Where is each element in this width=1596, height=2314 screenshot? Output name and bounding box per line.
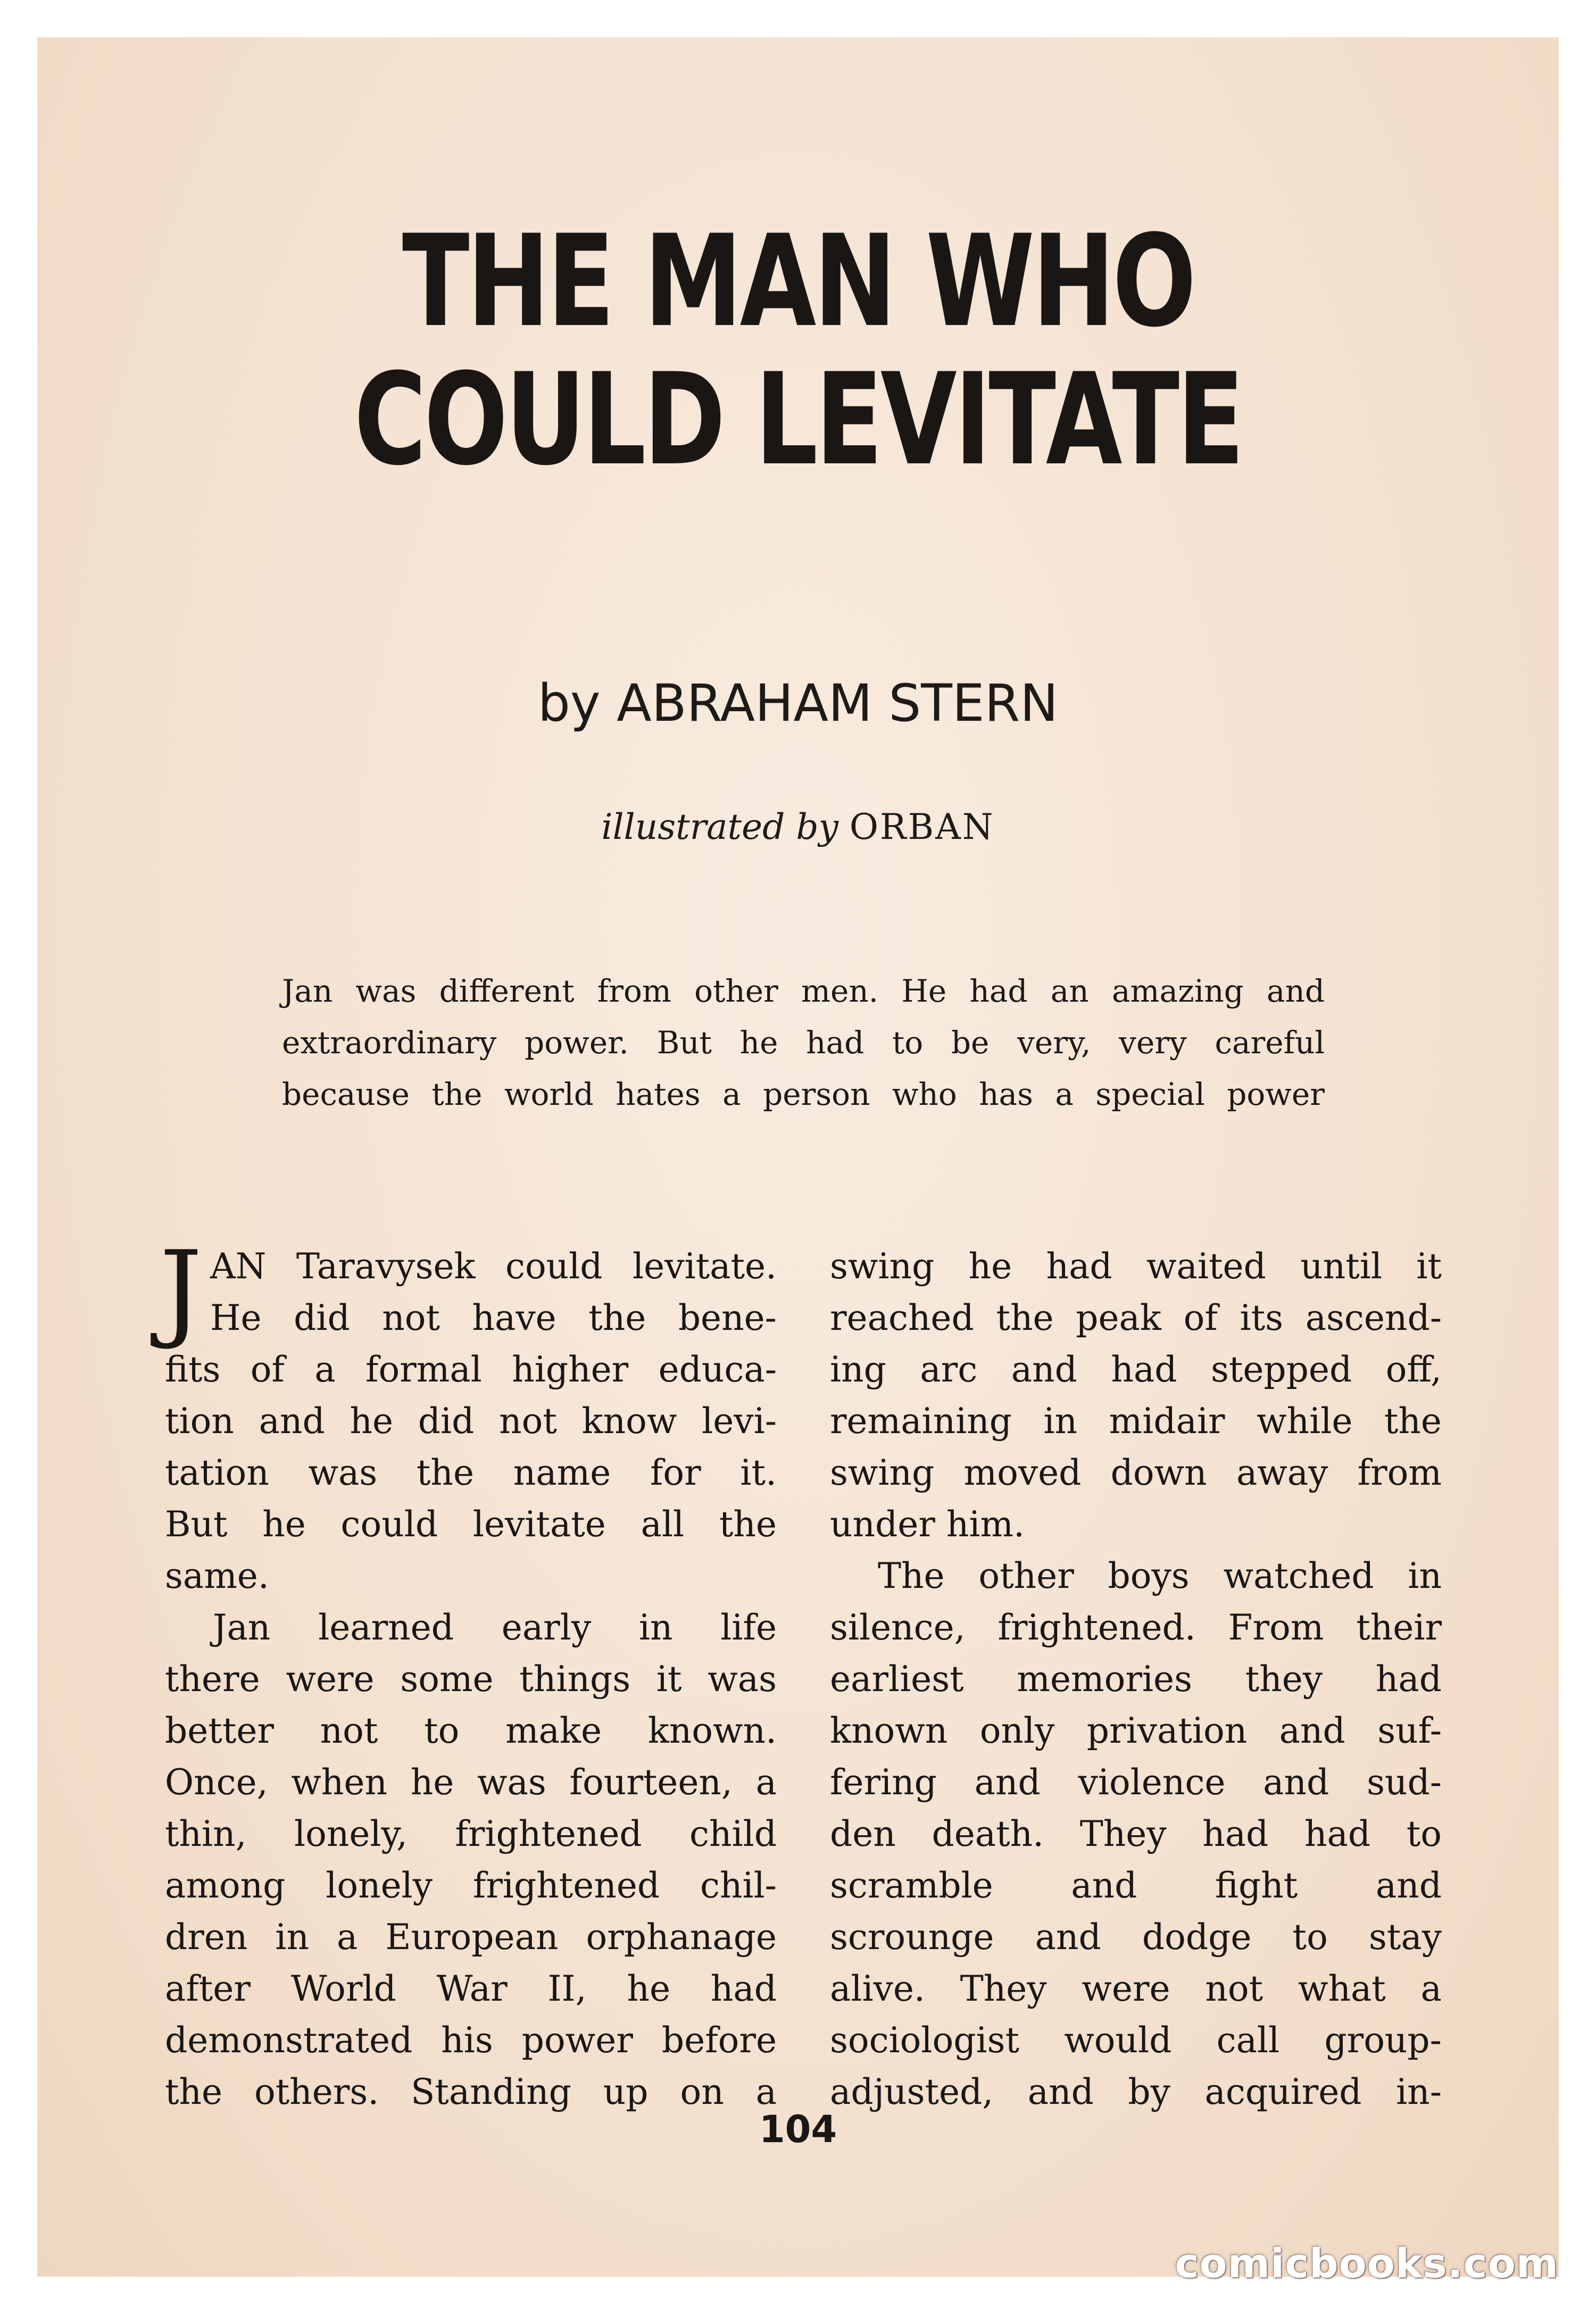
blurb-line: extraordinary power. But he had to be very, very careful (282, 1025, 1325, 1061)
body-line: He did not have the bene- (210, 1297, 777, 1338)
body-line: swing moved down away from (830, 1452, 1442, 1493)
title-line-2: COULD LEVITATE (354, 346, 1242, 494)
body-line: scrounge and dodge to stay (830, 1917, 1442, 1958)
blurb-line: because the world hates a person who has a special power (282, 1076, 1325, 1112)
body-line: Once, when he was fourteen, a (165, 1762, 777, 1803)
body-line: scramble and fight and (830, 1865, 1442, 1906)
body-line: But he could levitate all the (165, 1504, 777, 1545)
story-title (205, 208, 1392, 494)
body-line: reached the peak of its ascend- (830, 1297, 1442, 1338)
author-name: ABRAHAM STERN (617, 673, 1059, 733)
body-line: den death. They had had to (830, 1813, 1442, 1854)
body-line: silence, frightened. From their (830, 1607, 1442, 1648)
left-column (160, 1228, 777, 2118)
body-line: under him. (830, 1504, 1025, 1545)
body-line: The other boys watched in (878, 1555, 1442, 1596)
body-line: swing he had waited until it (830, 1246, 1442, 1287)
body-line: there were some things it was (165, 1659, 777, 1700)
body-line: among lonely frightened chil- (165, 1865, 777, 1906)
right-column (830, 1241, 1442, 2118)
body-line: sociologist would call group- (830, 2020, 1442, 2061)
body-line: better not to make known. (165, 1710, 777, 1751)
body-line: known only privation and suf- (830, 1710, 1442, 1751)
blurb-line: Jan was different from other men. He had an amazing and (282, 973, 1325, 1009)
body-line: dren in a European orphanage (165, 1917, 777, 1958)
story-blurb (282, 973, 1325, 1128)
body-line: tation was the name for it. (165, 1452, 777, 1493)
illustrated-by-prefix: illustrated by (601, 806, 838, 847)
body-line: ing arc and had stepped off, (830, 1349, 1442, 1390)
title-line-1: THE MAN WHO (402, 208, 1194, 355)
body-line: same. (165, 1555, 269, 1596)
drop-cap: J (160, 1228, 203, 1352)
body-line: fits of a formal higher educa- (165, 1349, 777, 1390)
body-line: adjusted, and by acquired in- (830, 2071, 1442, 2112)
body-line: Jan learned early in life (213, 1607, 777, 1648)
illustrator-name: ORBAN (849, 806, 995, 847)
site-watermark: comicbooks.com (1175, 2240, 1559, 2287)
body-line: after World War II, he had (165, 1968, 777, 2009)
byline-prefix: by (537, 673, 601, 733)
body-line: the others. Standing up on a (165, 2071, 777, 2112)
body-line: thin, lonely, frightened child (165, 1813, 777, 1854)
body-line: tion and he did not know levi- (165, 1401, 777, 1442)
illustrator-credit (37, 803, 1559, 851)
body-line: remaining in midair while the (830, 1401, 1442, 1442)
body-line: alive. They were not what a (830, 1968, 1442, 2009)
body-line: demonstrated his power before (165, 2020, 777, 2061)
byline (37, 671, 1559, 735)
magazine-page (37, 37, 1559, 2277)
body-line: fering and violence and sud- (830, 1762, 1442, 1803)
page-number: 104 (759, 2108, 837, 2151)
body-line: earliest memories they had (830, 1659, 1442, 1700)
body-line: AN Taravysek could levitate. (210, 1246, 777, 1287)
